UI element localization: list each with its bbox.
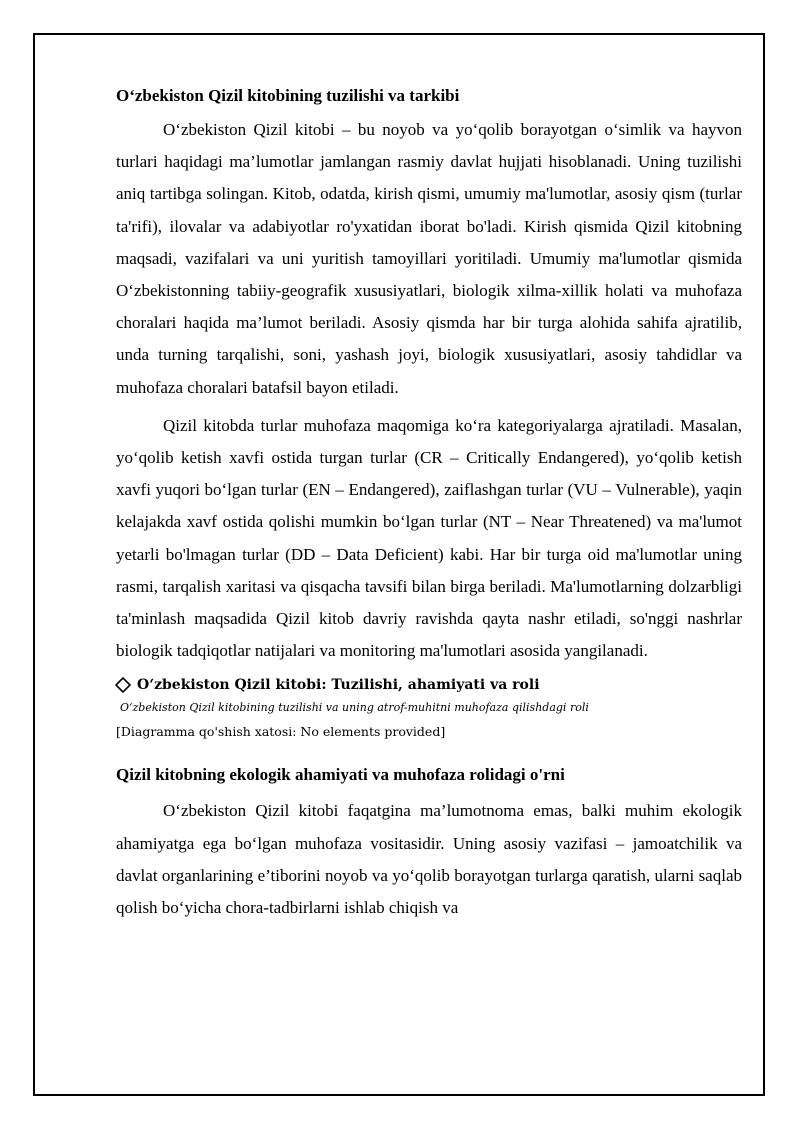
diagram-title-row: [116, 675, 742, 695]
paragraph: O‘zbekiston Qizil kitobi – bu noyob va yo‘qolib borayotgan o‘simlik va hayvon turlari haqidagi ma’lumotlar jamlangan rasmiy davlat hujjati hisoblanadi. Uning tuzilishi aniq tartibga solingan. Kitob, odatda, kirish qismi, umumiy ma'lumotlar, asosiy qism (turlar ta'rifi), ilovalar va adabiyotlar ro'yxatidan iborat bo'ladi. Kirish qismida Qizil kitobning maqsadi, vazifalari va uni yuritish tamoyillari yoritiladi. Umumiy ma'lumotlar qismida O‘zbekistonning tabiiy-geografik xususiyatlari, biologik xilma-xillik holati va muhofaza choralari haqida ma’lumot beriladi. Asosiy qismda har bir turga alohida sahifa ajratilib, unda turning tarqalishi, soni, yashash joyi, biologik xususiyatlari, asosiy tahdidlar va muhofaza choralari batafsil bayon etiladi.: [116, 120, 742, 397]
diagram-title: O‘zbekiston Qizil kitobi: Tuzilishi, ahamiyati va roli: [137, 677, 540, 694]
section-heading: Qizil kitobning ekologik ahamiyati va muhofaza rolidagi o'rni: [116, 765, 565, 785]
document-body: [116, 84, 742, 930]
section-heading: O‘zbekiston Qizil kitobining tuzilishi va tarkibi: [116, 86, 460, 105]
diagram-error-message: [Diagramma qo'shish xatosi: No elements provided]: [116, 724, 446, 740]
paragraph: Qizil kitobda turlar muhofaza maqomiga ko‘ra kategoriyalarga ajratiladi. Masalan, yo‘qolib ketish xavfi ostida turgan turlar (CR – Critically Endangered), yo‘qolib ketish xavfi yuqori bo‘lgan turlar (EN – Endangered), zaiflashgan turlar (VU – Vulnerable), yaqin kelajakda xavf ostida qolishi mumkin bo‘lgan turlar (NT – Near Threatened) va ma'lumot yetarli bo'lmagan turlar (DD – Data Deficient) kabi. Har bir turga oid ma'lumotlar uning rasmi, tarqalish xaritasi va qisqacha tavsifi bilan birga beriladi. Ma'lumotlarning dolzarbligi ta'minlash maqsadida Qizil kitob davriy ravishda qayta nashr etiladi, so'nggi nashrlar biologik tadqiqotlar natijalari va monitoring ma'lumotlari asosida yangilanadi.: [116, 415, 742, 661]
diamond-icon: [114, 676, 132, 694]
diagram-placeholder: [116, 675, 742, 741]
paragraph: O‘zbekiston Qizil kitobi faqatgina ma’lumotnoma emas, balki muhim ekologik ahamiyatga ega bo‘lgan muhofaza vositasidir. Uning asosiy vazifasi – jamoatchilik va davlat organlarining e’tiborini noyob va yo‘qolib borayotgan turlarga qaratish, ularni saqlab qolish bo‘yicha chora-tadbirlarni ishlab chiqish va: [116, 801, 742, 918]
diagram-subtitle: O‘zbekiston Qizil kitobining tuzilishi va uning atrof-muhitni muhofaza qilishdagi roli: [120, 701, 589, 715]
